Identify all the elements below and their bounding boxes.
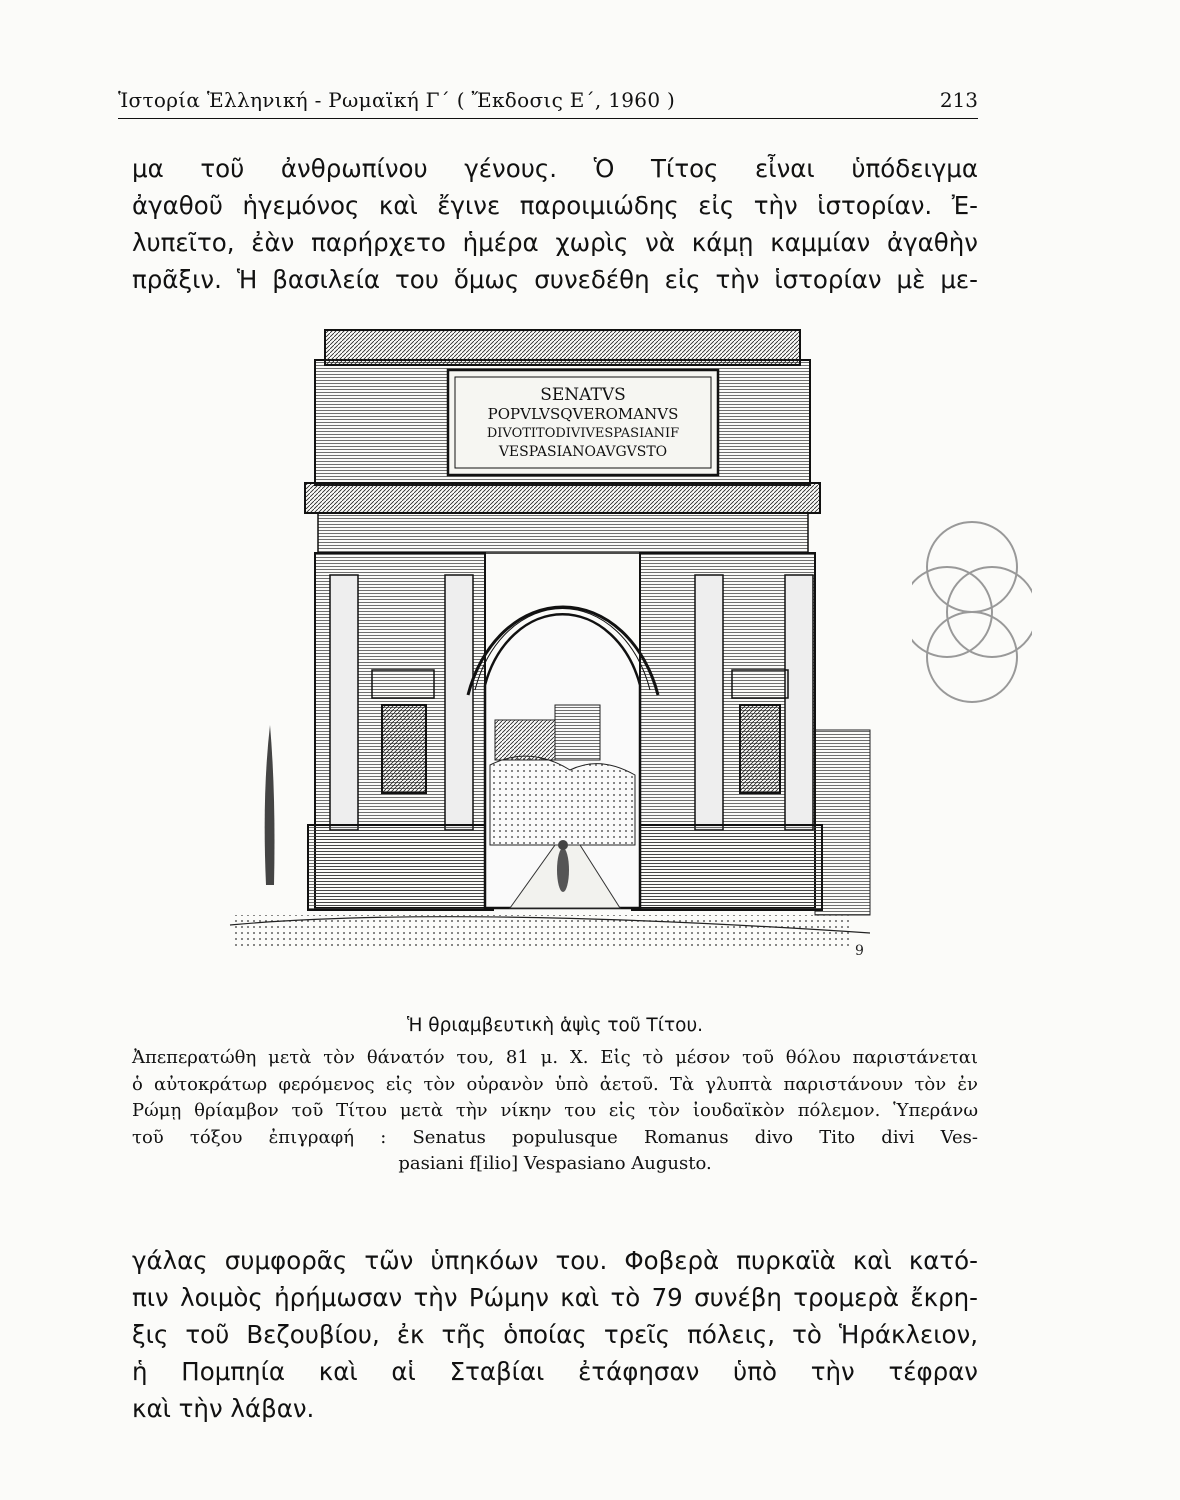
right-base	[632, 825, 822, 910]
ground	[235, 915, 850, 950]
header-title: Ἱστορία Ἑλληνική - Ρωμαϊκή Γ΄ ( Ἔκδοσις Ε΄, 1960 )	[118, 88, 676, 112]
trees-through-arch	[490, 756, 635, 845]
arch-of-titus-engraving	[150, 325, 880, 965]
frieze	[318, 513, 808, 553]
caption-line: ὁ αὐτοκράτωρ φερόμενος εἰς τὸν οὐρανὸν ὑπὸ ἀετοῦ. Τὰ γλυπτὰ παριστάνουν τὸν ἐν	[132, 1073, 978, 1095]
attic-cornice	[325, 330, 800, 365]
column	[785, 575, 813, 830]
background-wall	[815, 730, 870, 915]
bottom-paragraph	[132, 1242, 978, 1427]
inscription-line: POPVLVSQVEROMANVS	[487, 405, 679, 423]
text-line: καὶ τὴν λάβαν.	[132, 1394, 315, 1423]
caption-line: Ἀπεπερατώθη μετὰ τὸν θάνατόν του, 81 μ. Χ. Εἰς τὸ μέσον τοῦ θόλου παριστάνεται	[132, 1047, 978, 1068]
pier-niche	[382, 705, 426, 793]
page-number: 213	[939, 88, 978, 112]
text-line: γάλας συμφορᾶς τῶν ὑπηκόων του. Φοβερὰ πυρκαϊὰ καὶ κατό-	[132, 1246, 978, 1275]
inscription-line: DIVOTITODIVIVESPASIANIF	[486, 426, 680, 441]
column	[330, 575, 358, 830]
text-line: ξις τοῦ Βεζουβίου, ἐκ τῆς ὁποίας τρεῖς πόλεις, τὸ Ἡράκλειον,	[132, 1320, 978, 1349]
column	[695, 575, 723, 830]
pier-niche	[740, 705, 780, 793]
caption-line: Ρώμῃ θρίαμβον τοῦ Τίτου μετὰ τὴν νίκην του εἰς τὸν ἰουδαϊκὸν πόλεμον. Ὑπεράνω	[132, 1100, 978, 1121]
watermark-circles	[912, 512, 1032, 717]
text-line: πιν λοιμὸς ἠρήμωσαν τὴν Ρώμην καὶ τὸ 79 συνέβη τρομερὰ ἔκρη-	[132, 1283, 978, 1312]
text-line: λυπεῖτο, ἐὰν παρήρχετο ἡμέρα χωρὶς νὰ κάμῃ καμμίαν ἀγαθὴν	[132, 228, 978, 257]
inscription-line: SENATVS	[540, 385, 626, 405]
text-line: μα τοῦ ἀνθρωπίνου γένους. Ὁ Τίτος εἶναι ὑπόδειγμα	[132, 154, 978, 183]
left-base	[308, 825, 493, 910]
text-line: ἀγαθοῦ ἡγεμόνος καὶ ἔγινε παροιμιώδης εἰς τὴν ἱστορίαν. Ἐ-	[132, 191, 978, 220]
caption-line: pasiani f[ilio] Vespasiano Augusto.	[398, 1153, 712, 1174]
cypress-tree	[265, 725, 275, 885]
text-line: πρᾶξιν. Ἡ βασιλεία του ὅμως συνεδέθη εἰς τὴν ἱστορίαν μὲ με-	[132, 265, 978, 294]
inscription-line: VESPASIANOAVGVSTO	[498, 444, 668, 460]
top-paragraph	[132, 150, 978, 298]
figure-caption-title: Ἡ θριαμβευτικὴ ἁψὶς τοῦ Τίτου.	[406, 1015, 704, 1036]
entablature	[305, 483, 820, 513]
svg-text:9: 9	[855, 943, 864, 959]
text-line: ἡ Πομπηία καὶ αἱ Σταβίαι ἐτάφησαν ὑπὸ τὴν τέφραν	[132, 1357, 978, 1386]
figure-woman	[557, 848, 569, 892]
column	[445, 575, 473, 830]
figure-caption-body	[132, 1045, 978, 1178]
caption-line: τοῦ τόξου ἐπιγραφή : Senatus populusque Romanus divo Tito divi Ves-	[132, 1126, 978, 1148]
running-header	[118, 84, 978, 119]
